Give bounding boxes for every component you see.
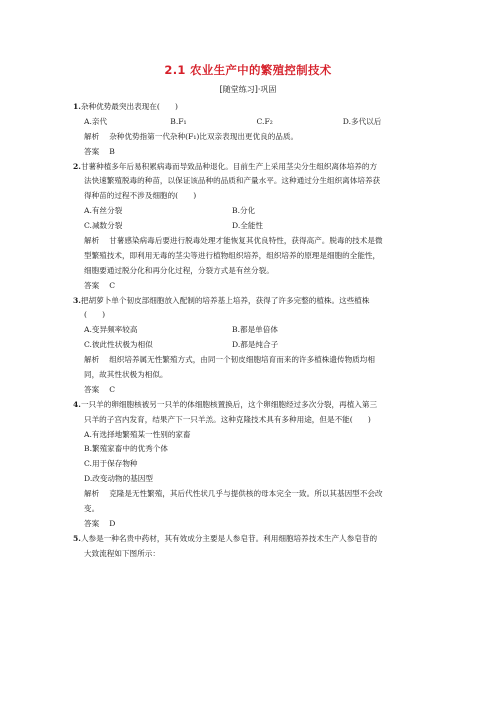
option-c: C.减数分裂: [84, 221, 123, 231]
option-a: A.有丝分裂: [84, 206, 123, 216]
question-5-stem: 5.人参是一种名贵中药材，其有效成分主要是人参皂苷。利用细胞培养技术生产人参皂苷的: [73, 533, 378, 543]
question-3-answer: 答案 C: [84, 384, 115, 394]
option-c: C.彼此性状极为相似: [84, 340, 153, 350]
question-3-analysis-cont: 同，故其性状极为相似。: [84, 370, 168, 380]
question-3-stem-cont: ( ): [84, 310, 106, 320]
question-list: [73, 100, 429, 562]
question-2-stem: 2.甘薯种植多年后易积累病毒而导致品种退化。目前生产上采用茎尖分生组织离体培养的方: [73, 161, 378, 171]
question-4-answer: 答案 D: [84, 518, 116, 528]
option-b: B.繁殖家畜中的优秀个体: [84, 444, 168, 454]
question-2-options: [73, 219, 429, 234]
question-3-options: [73, 323, 429, 338]
option-d: D.多代以后: [342, 116, 382, 126]
question-4-stem-cont: 只羊的子宫内发育，结果产下一只羊羔。这种克隆技术具有多种用途，但是不能( ): [84, 414, 371, 424]
question-2-stem-cont: 得种苗的过程不涉及细胞的( ): [84, 191, 197, 201]
question-2-answer: 答案 C: [84, 280, 115, 290]
question-1-answer: 答案 B: [84, 146, 115, 156]
question-2-options: [73, 204, 429, 219]
question-1-stem: 1.杂种优势最突出表现在( ): [73, 102, 178, 111]
option-a: A.有选择地繁殖某一性别的家畜: [84, 429, 191, 439]
question-4-analysis-cont: 变。: [84, 504, 100, 514]
section-subtitle: [随堂练习]·巩固: [219, 85, 277, 94]
option-a: A.变异频率较高: [84, 325, 138, 335]
question-2-analysis: 解析 甘薯感染病毒后要进行脱毒处理才能恢复其优良特性，获得高产。脱毒的技术是微: [84, 236, 383, 246]
question-2-stem-cont: 法快速繁殖脱毒的种苗，以保证该品种的品质和产量水平。这种通过分生组织离体培养获: [84, 176, 381, 186]
option-d: D.改变动物的基因型: [84, 474, 153, 484]
option-d: D.全能性: [232, 221, 264, 231]
question-1-analysis: 解析 杂种优势指第一代杂种(F₁)比双亲表现出更优良的品质。: [84, 131, 299, 141]
question-3-stem: 3.把胡萝卜单个韧皮部细胞放入配制的培养基上培养，获得了许多完整的植株。这些植株: [73, 295, 370, 305]
option-d: D.都是纯合子: [232, 340, 279, 350]
option-b: B.F₁: [170, 116, 187, 126]
question-1-options: [73, 115, 429, 130]
question-3-analysis: 解析 组织培养属无性繁殖方式，由同一个韧皮细胞培育而来的许多植株遗传物质均相: [84, 355, 375, 365]
question-4-stem: 4.一只羊的卵细胞核被另一只羊的体细胞核置换后，这个卵细胞经过多次分裂，再植入第三: [73, 399, 378, 409]
question-5-stem-cont: 大致流程如下图所示：: [84, 548, 160, 558]
option-a: A.亲代: [84, 116, 108, 126]
option-c: C.用于保存物种: [84, 459, 138, 469]
question-2-analysis-cont: 型繁殖技术，即利用无毒的茎尖等进行植物组织培养，组织培养的原理是细胞的全能性，: [84, 250, 381, 260]
question-2-analysis-cont: 细胞要通过脱分化和再分化过程，分裂方式是有丝分裂。: [84, 265, 274, 275]
option-b: B.分化: [232, 206, 256, 216]
option-c: C.F₂: [256, 116, 273, 126]
page-title: 2.1 农业生产中的繁殖控制技术: [164, 63, 332, 77]
question-3-options: [73, 338, 429, 353]
option-b: B.都是单倍体: [232, 325, 278, 335]
question-4-analysis: 解析 克隆是无性繁殖，其后代性状几乎与提供核的母本完全一致。所以其基因型不会改: [84, 489, 383, 499]
